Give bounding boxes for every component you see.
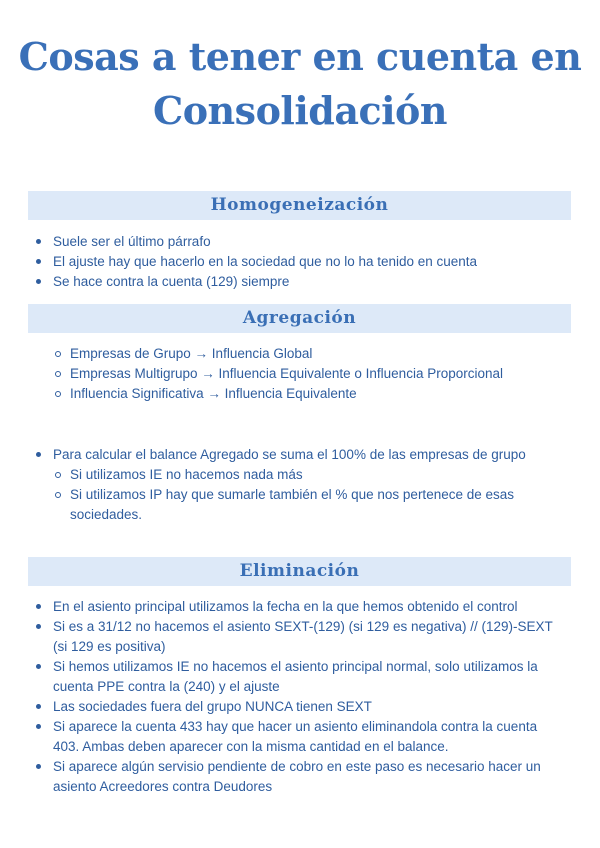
section-heading-agregacion: Agregación — [28, 304, 571, 333]
list-item: El ajuste hay que hacerlo en la sociedad que no lo ha tenido en cuenta — [0, 252, 600, 272]
list-subitem: Si utilizamos IE no hacemos nada más — [0, 465, 600, 485]
homogeneizacion-list — [0, 232, 600, 292]
agregacion-sublist — [0, 344, 600, 404]
list-subitem: Si utilizamos IP hay que sumarle también el % que nos pertenece de esas sociedades. — [0, 485, 600, 525]
list-subitem: Empresas Multigrupo → Influencia Equivalente o Influencia Proporcional — [0, 364, 600, 384]
document-title — [0, 30, 600, 138]
eliminacion-list — [0, 597, 600, 797]
section-heading-homogeneizacion: Homogeneización — [28, 191, 571, 220]
list-item: Si aparece algún servisio pendiente de cobro en este paso es necesario hacer un asiento Acreedores contra Deudores — [0, 757, 600, 797]
list-subitem: Empresas de Grupo → Influencia Global — [0, 344, 600, 364]
list-item: Si aparece la cuenta 433 hay que hacer un asiento eliminandola contra la cuenta 403. Ambas deben aparecer con la misma cantidad en el balance. — [0, 717, 600, 757]
list-item: Suele ser el último párrafo — [0, 232, 600, 252]
agregacion-list — [0, 445, 600, 525]
list-item: Para calcular el balance Agregado se suma el 100% de las empresas de grupo — [0, 445, 600, 465]
list-item: En el asiento principal utilizamos la fecha en la que hemos obtenido el control — [0, 597, 600, 617]
list-item: Las sociedades fuera del grupo NUNCA tienen SEXT — [0, 697, 600, 717]
list-item: Se hace contra la cuenta (129) siempre — [0, 272, 600, 292]
section-heading-eliminacion: Eliminación — [28, 557, 571, 586]
list-subitem: Influencia Significativa → Influencia Equivalente — [0, 384, 600, 404]
title-line-1: Cosas a tener en cuenta en — [18, 34, 582, 79]
list-item: Si hemos utilizamos IE no hacemos el asiento principal normal, solo utilizamos la cuenta PPE contra la (240) y el ajuste — [0, 657, 600, 697]
list-item: Si es a 31/12 no hacemos el asiento SEXT-(129) (si 129 es negativa) // (129)-SEXT (si 129 es positiva) — [0, 617, 600, 657]
title-line-2: Consolidación — [152, 88, 448, 133]
